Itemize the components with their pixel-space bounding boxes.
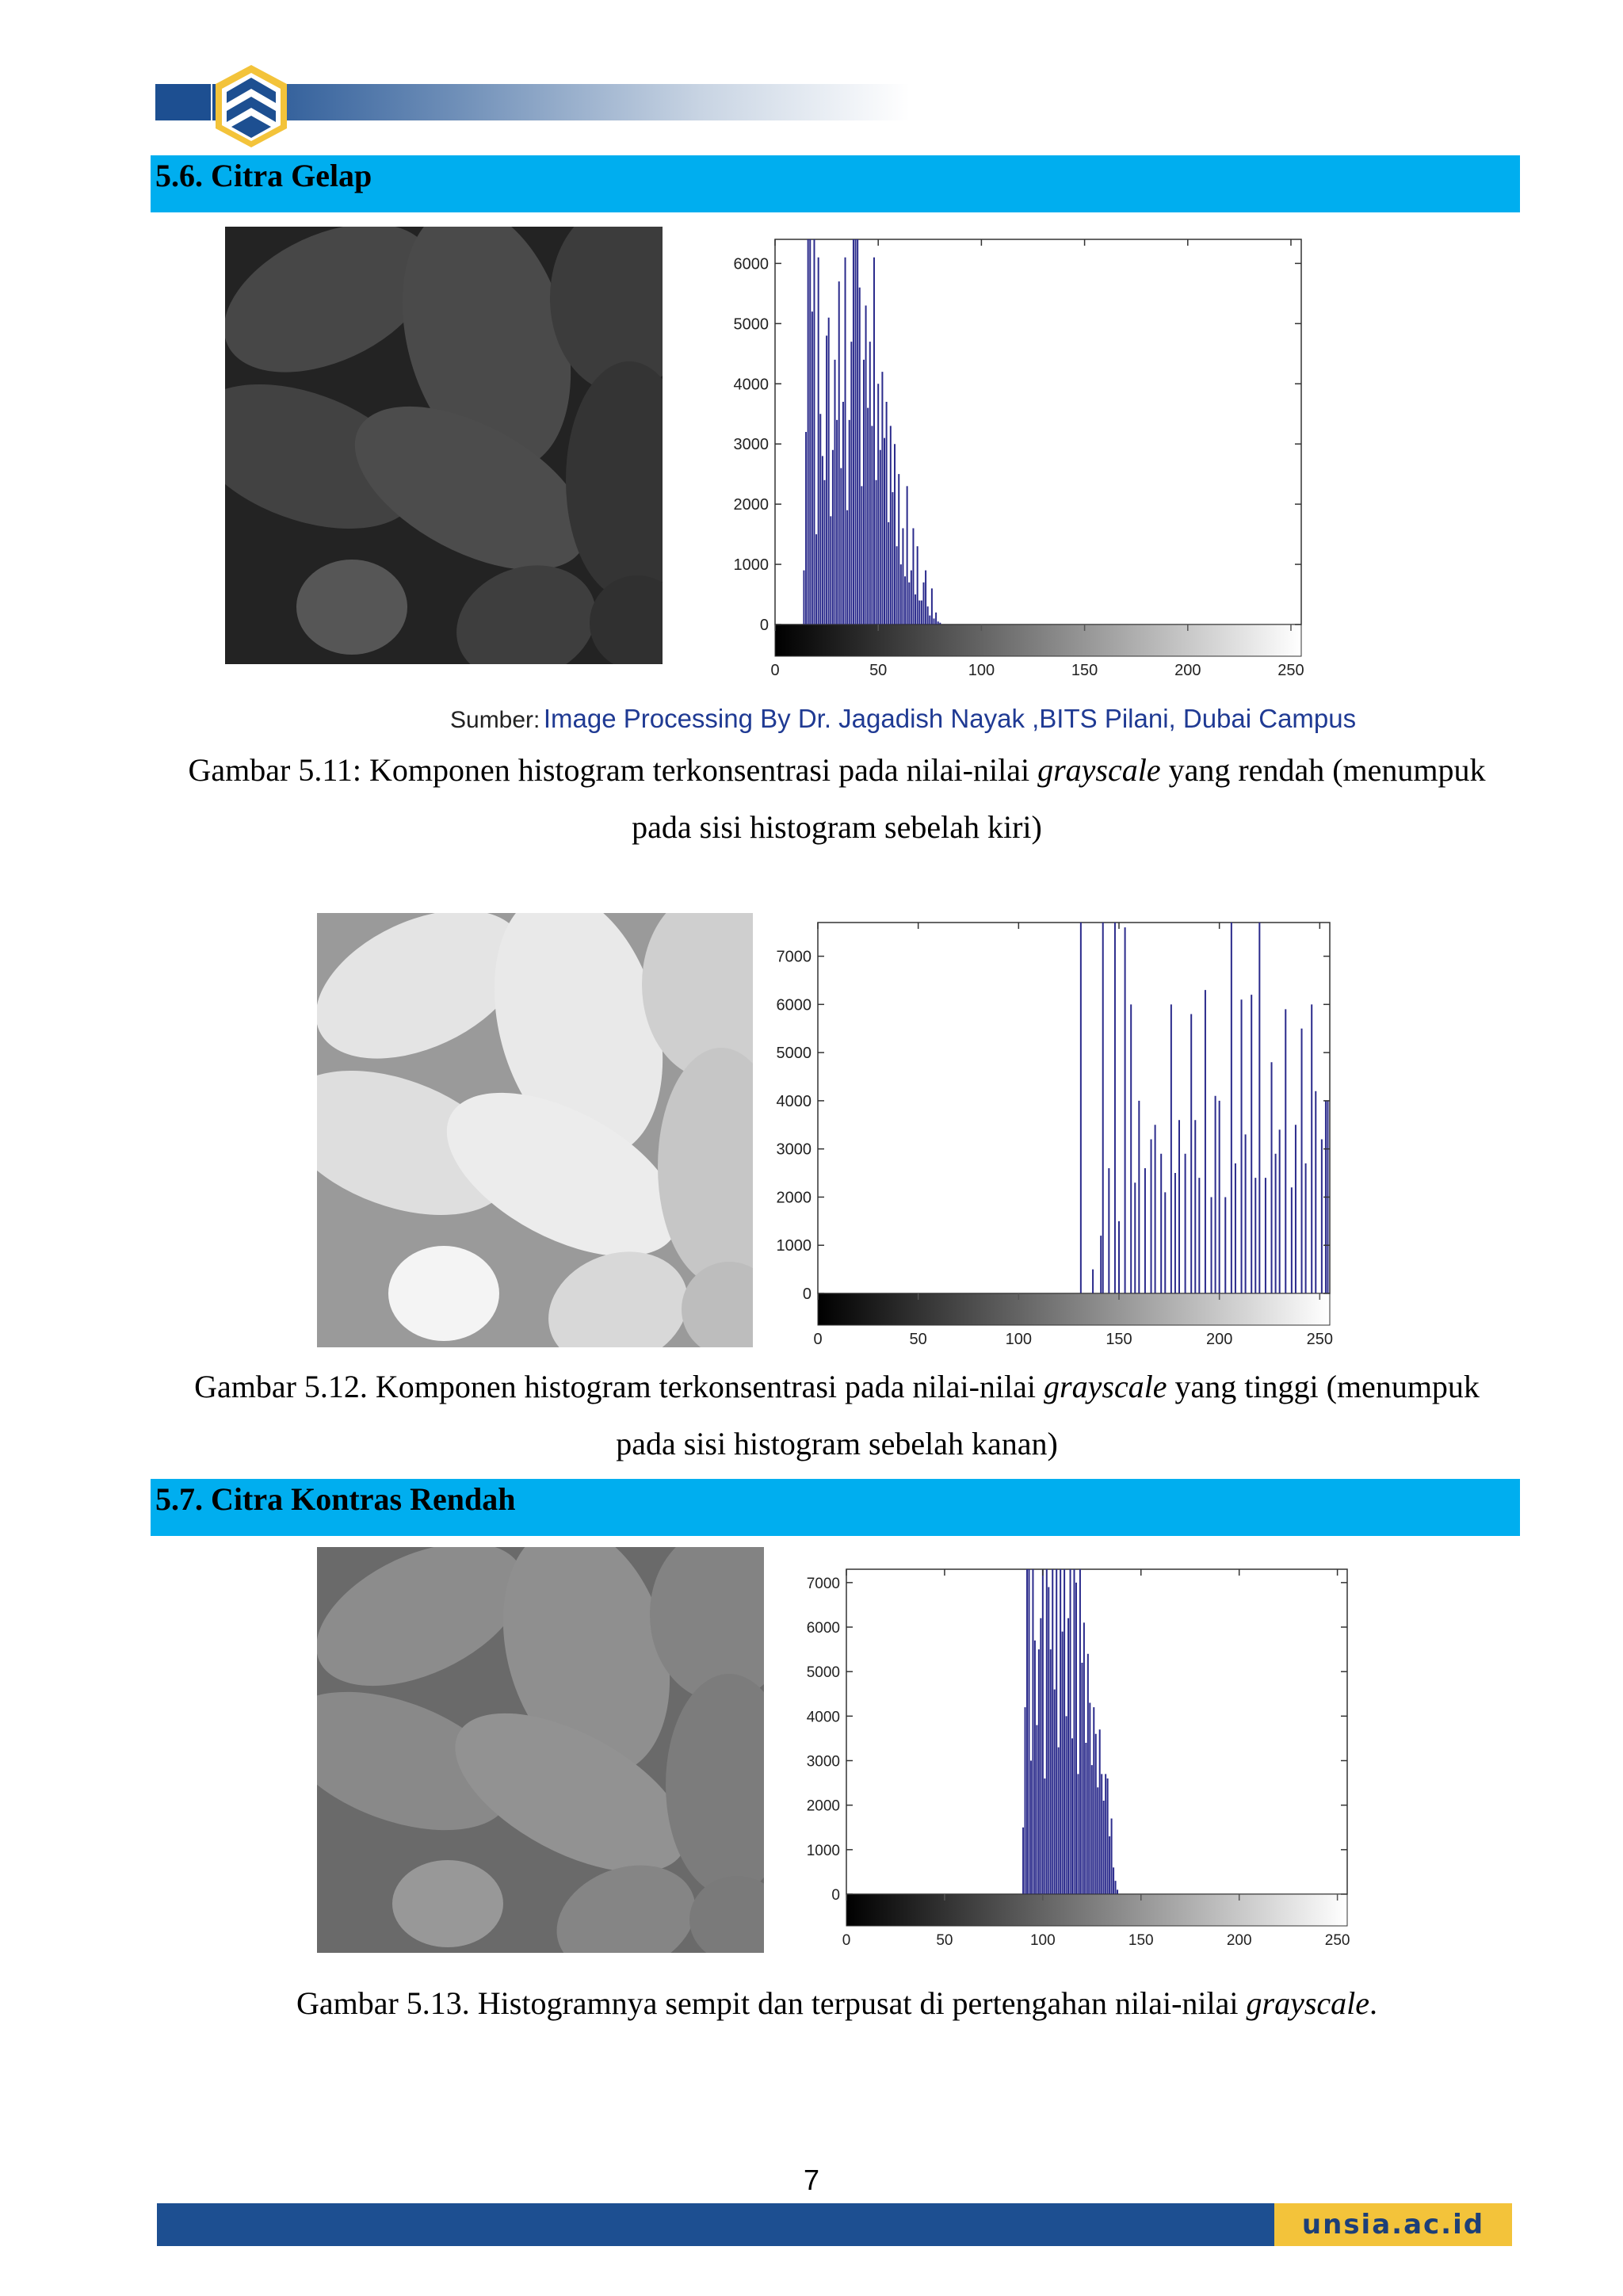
y-tick-label: 0 <box>759 617 769 634</box>
y-tick-label: 5000 <box>733 315 769 334</box>
x-tick-label: 50 <box>909 1331 927 1348</box>
y-tick-label: 1000 <box>733 556 769 575</box>
histogram-chart-dark <box>713 227 1316 686</box>
y-tick-label: 3000 <box>733 436 769 454</box>
x-tick-label: 250 <box>1306 1331 1334 1348</box>
x-tick-label: 150 <box>1106 1331 1132 1348</box>
y-tick-label: 6000 <box>806 1620 840 1637</box>
grayscale-gradient-strip <box>846 1894 1347 1926</box>
pollen-photo-bright <box>317 913 753 1347</box>
y-tick-label: 4000 <box>806 1709 840 1726</box>
section-title-5-7: 5.7. Citra Kontras Rendah <box>155 1481 516 1517</box>
x-tick-label: 0 <box>813 1331 823 1348</box>
x-tick-label: 0 <box>842 1932 851 1949</box>
y-tick-label: 3000 <box>806 1753 840 1771</box>
grayscale-gradient-strip <box>775 625 1301 656</box>
x-tick-label: 200 <box>1174 662 1201 679</box>
source-label: Sumber: <box>450 707 540 733</box>
y-tick-label: 6000 <box>776 996 812 1014</box>
x-tick-label: 50 <box>869 662 888 679</box>
y-tick-label: 4000 <box>733 376 769 394</box>
source-text: Image Processing By Dr. Jagadish Nayak ,BITS Pilani, Dubai Campus <box>543 704 1357 733</box>
figure-caption-5-12: Gambar 5.12. Komponen histogram terkonsentrasi pada nilai-nilai grayscale yang tinggi (menumpuk pada sisi histogram sebelah kanan) <box>194 1369 1480 1461</box>
x-tick-label: 250 <box>1324 1932 1350 1949</box>
y-tick-label: 5000 <box>776 1045 812 1063</box>
page-number: 7 <box>803 2164 820 2196</box>
header-gradient-bar <box>212 84 910 120</box>
y-tick-label: 1000 <box>776 1237 812 1255</box>
y-tick-label: 1000 <box>806 1842 840 1859</box>
grayscale-gradient-strip <box>818 1293 1330 1325</box>
x-tick-label: 200 <box>1205 1331 1233 1348</box>
y-tick-label: 5000 <box>806 1664 840 1682</box>
y-tick-label: 0 <box>831 1887 840 1904</box>
histogram-chart-low-contrast <box>792 1558 1363 1954</box>
x-tick-label: 150 <box>1071 662 1098 679</box>
histogram-chart-bright <box>766 911 1344 1350</box>
pollen-photo-low-contrast <box>317 1547 764 1953</box>
y-tick-label: 2000 <box>806 1797 840 1815</box>
x-tick-label: 200 <box>1226 1932 1252 1949</box>
y-tick-label: 7000 <box>806 1575 840 1592</box>
x-tick-label: 100 <box>1005 1331 1033 1348</box>
y-tick-label: 0 <box>802 1286 812 1303</box>
source-line <box>450 704 1560 745</box>
y-tick-label: 6000 <box>733 255 769 273</box>
x-tick-label: 0 <box>770 662 780 679</box>
x-tick-label: 50 <box>936 1932 953 1949</box>
x-tick-label: 250 <box>1277 662 1304 679</box>
figure-caption-5-11: Gambar 5.11: Komponen histogram terkonsentrasi pada nilai-nilai grayscale yang rendah (menumpuk pada sisi histogram sebelah kiri) <box>188 752 1486 845</box>
y-tick-label: 7000 <box>776 948 812 966</box>
footer-website: unsia.ac.id <box>1301 2209 1485 2241</box>
y-tick-label: 3000 <box>776 1140 812 1159</box>
plot-area <box>818 923 1330 1293</box>
x-tick-label: 100 <box>968 662 995 679</box>
y-tick-label: 2000 <box>733 496 769 514</box>
y-tick-label: 2000 <box>776 1189 812 1207</box>
unsia-chevron-logo-icon <box>208 62 295 149</box>
x-tick-label: 150 <box>1128 1932 1154 1949</box>
figure-caption-5-13: Gambar 5.13. Histogramnya sempit dan terpusat di pertengahan nilai-nilai grayscale. <box>296 1985 1378 2021</box>
y-tick-label: 4000 <box>776 1092 812 1110</box>
header-navy-block <box>155 84 211 120</box>
footer-navy-bar <box>157 2203 1274 2246</box>
section-title-5-6: 5.6. Citra Gelap <box>155 158 372 193</box>
pollen-photo-dark <box>225 227 663 664</box>
plot-area <box>846 1569 1347 1894</box>
x-tick-label: 100 <box>1029 1932 1056 1949</box>
